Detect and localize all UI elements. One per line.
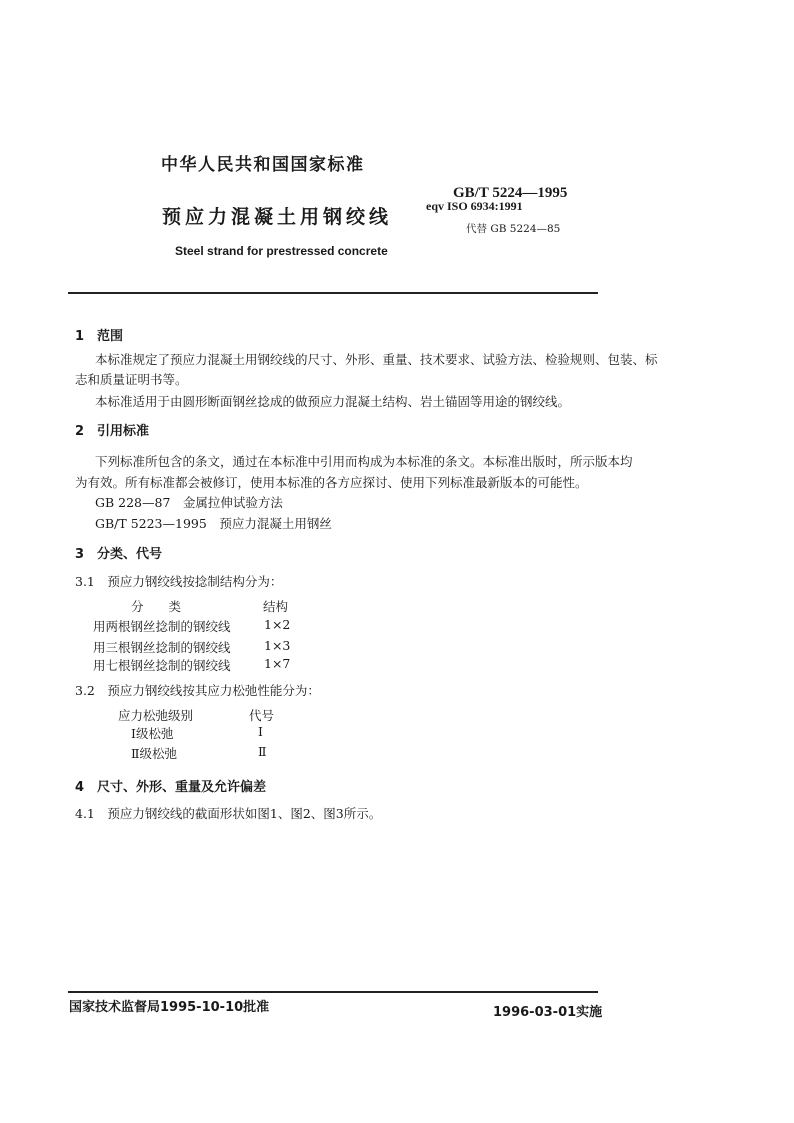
section-2-paragraph-line-2: 为有效。所有标准都会被修订，使用本标准的各方应探讨、使用下列标准最新版本的可能性。 <box>75 475 588 490</box>
table-1-row-3-code: 1×7 <box>264 656 291 671</box>
table-1-row-2-name: 用三根钢丝捻制的钢绞线 <box>93 640 231 655</box>
section-2-heading <box>75 420 149 439</box>
section-1-paragraph-2: 本标准适用于由圆形断面钢丝捻成的做预应力混凝土结构、岩土锚固等用途的钢绞线。 <box>95 394 571 409</box>
replaces-standard: 代替 GB 5224—85 <box>466 223 561 235</box>
table-1-row-1-name: 用两根钢丝捻制的钢绞线 <box>93 619 231 634</box>
section-4-heading <box>75 776 266 795</box>
effective-date: 1996-03-01实施 <box>493 1005 603 1020</box>
issuing-body: 中华人民共和国国家标准 <box>161 155 365 175</box>
clause-4-1: 4.1 预应力钢绞线的截面形状如图1、图2、图3所示。 <box>75 806 382 821</box>
section-1-paragraph-1-line-1: 本标准规定了预应力混凝土用钢绞线的尺寸、外形、重量、技术要求、试验方法、检验规则、包装、标 <box>95 352 658 367</box>
section-4-title: 尺寸、外形、重量及允许偏差 <box>97 780 267 795</box>
footer-divider <box>68 991 598 993</box>
section-3-heading <box>75 543 162 562</box>
section-2-title: 引用标准 <box>97 424 150 439</box>
section-4-number: 4 <box>75 780 85 795</box>
table-2-row-2-code: Ⅱ <box>258 744 267 759</box>
table-1-row-1-code: 1×2 <box>264 617 291 632</box>
document-title: 预应力混凝土用钢绞线 <box>162 206 393 228</box>
reference-standard-2: GB/T 5223—1995 预应力混凝土用钢丝 <box>95 516 332 531</box>
clause-3-1: 3.1 预应力钢绞线按捻制结构分为： <box>75 574 283 589</box>
clause-3-2: 3.2 预应力钢绞线按其应力松弛性能分为： <box>75 683 320 698</box>
table-1-row-2-code: 1×3 <box>264 638 291 653</box>
equivalent-standard: eqv ISO 6934:1991 <box>426 199 523 213</box>
reference-standard-1: GB 228—87 金属拉伸试验方法 <box>95 495 283 510</box>
section-2-number: 2 <box>75 424 85 439</box>
table-2-header-grade: 应力松弛级别 <box>118 708 194 723</box>
table-2-row-1-name: Ⅰ级松弛 <box>131 726 174 741</box>
table-1-header-structure: 结构 <box>263 599 289 614</box>
table-1-header-category: 分 类 <box>131 599 182 614</box>
table-2-row-1-code: Ⅰ <box>258 724 263 739</box>
section-3-title: 分类、代号 <box>97 547 163 562</box>
approval-date: 国家技术监督局1995-10-10批准 <box>69 1000 270 1015</box>
standard-code: GB/T 5224—1995 <box>453 185 568 201</box>
table-2-header-code: 代号 <box>249 708 275 723</box>
table-1-row-3-name: 用七根钢丝捻制的钢绞线 <box>93 658 231 673</box>
table-2-row-2-name: Ⅱ级松弛 <box>131 746 177 761</box>
section-1-paragraph-1-line-2: 志和质量证明书等。 <box>75 372 188 387</box>
section-1-number: 1 <box>75 329 85 344</box>
section-1-heading <box>75 325 123 344</box>
header-divider <box>68 292 598 294</box>
document-title-english: Steel strand for prestressed concrete <box>175 244 388 258</box>
section-2-paragraph-line-1: 下列标准所包含的条文，通过在本标准中引用而构成为本标准的条文。本标准出版时，所示版本均 <box>95 454 633 469</box>
section-3-number: 3 <box>75 547 85 562</box>
section-1-title: 范围 <box>97 329 124 344</box>
